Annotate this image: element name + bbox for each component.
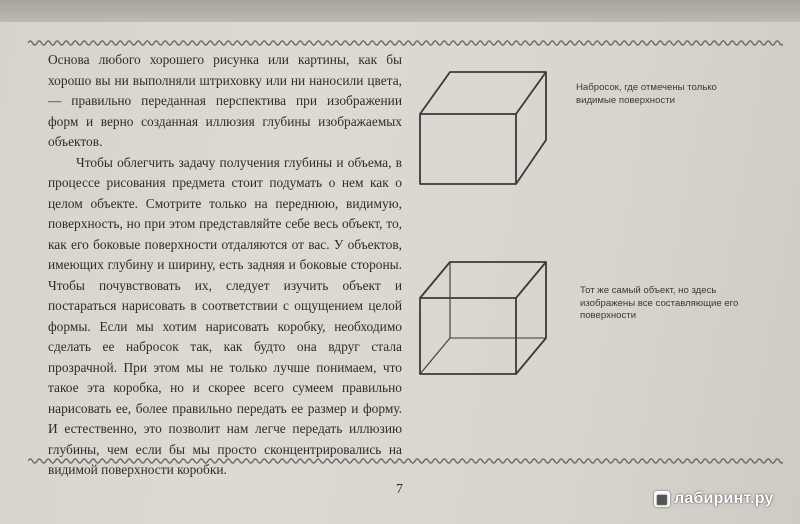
box-hidden-edges [450,262,546,338]
labirint-logo-icon: ▦ [654,491,670,507]
top-wavy-rule [28,38,783,48]
main-text [48,50,402,481]
page-number: 7 [396,482,403,497]
watermark-text: лабиринт.ру [674,490,774,507]
page-top-edge [0,0,800,22]
box-top-face [420,72,546,114]
caption-all-surfaces: Тот же самый объект, но здесь изображены все составляющие его поверхности [580,285,739,321]
watermark [654,490,774,508]
box-front-face [420,298,516,374]
box-visible-surfaces-figure [400,64,600,194]
bottom-wavy-rule [28,456,783,466]
box-hidden-edge-diagonal [420,338,450,374]
caption-visible-surfaces: Набросок, где отмечены только видимые поверхности [576,82,717,106]
box-top-face [420,262,546,298]
box-front-face [420,114,516,184]
box-side-face [516,72,546,184]
paragraph-1: Основа любого хорошего рисунка или картины, как бы хорошо вы ни выполняли штриховку или ни наносили цвета, — правильно переданная перспектива при изображении форм и верно созданная иллюзия глубины изображаемых объектов. [48,52,402,149]
paragraph-2: Чтобы облегчить задачу получения глубины и объема, в процессе рисования предмета стоит подумать о нем как о целом объекте. Смотрите только на переднюю, видимую, поверхность, но при этом представляйте себе весь объект, то, как его боковые поверхности отдаляются от вас. У объектов, имеющих глубину и ширину, есть задняя и боковые стороны. Чтобы почувствовать их, следует изучить объект и постараться нарисовать в соответствии с ощущением целой формы. Если мы хотим нарисовать коробку, необходимо сделать ее набросок так, как будто она вдруг стала прозрачной. При этом мы не только лучше понимаем, что такое эта коробка, но и скорее всего сумеем правильно нарисовать ее, более правильно передать ее размер и форму. И естественно, это позволит нам легче передать иллюзию глубины, чем если бы мы просто сконцентрировались на видимой поверхности коробки. [48,154,402,477]
box-all-surfaces-figure [400,256,600,386]
